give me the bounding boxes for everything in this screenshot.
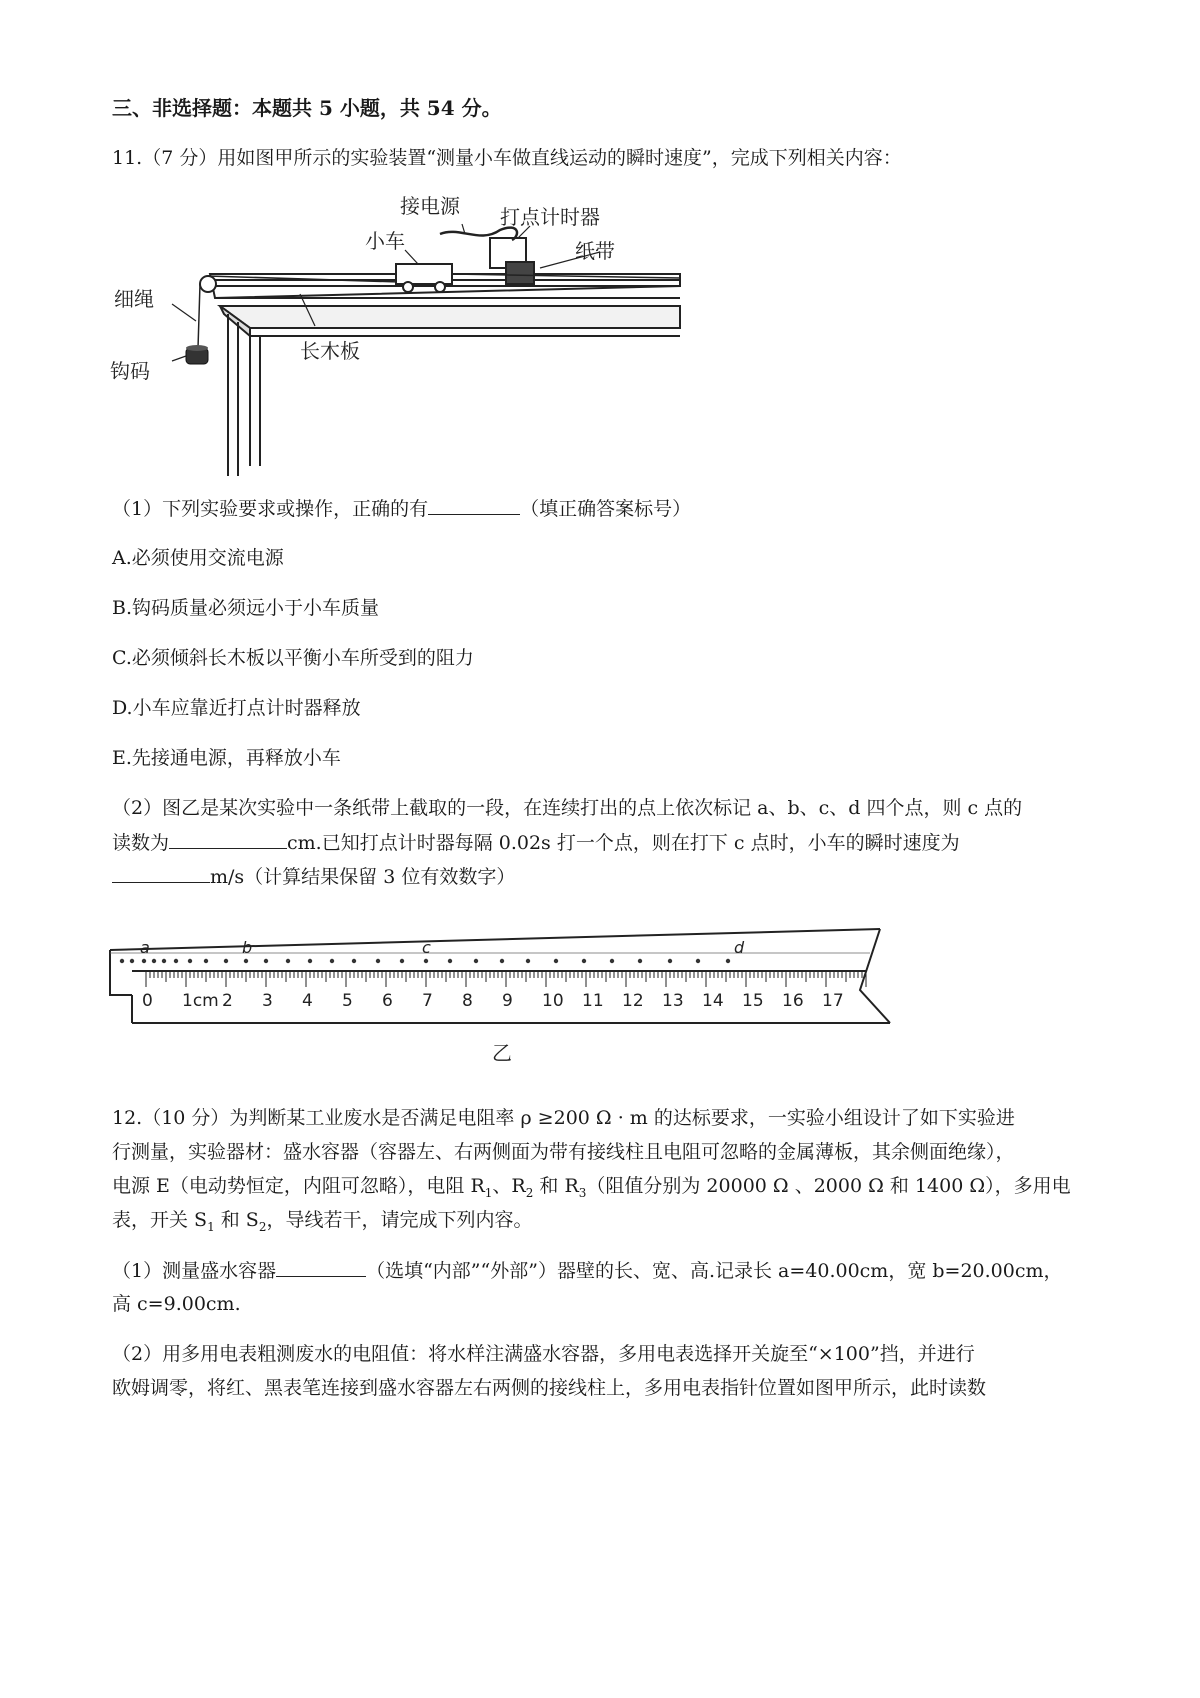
tape-dot (638, 959, 642, 963)
q11-part1 (112, 494, 691, 523)
ruler-number: 7 (422, 991, 433, 1011)
q12-line1: 12.（10 分）为判断某工业废水是否满足电阻率 ρ ≥200 Ω · m 的达标要求，一实验小组设计了如下实验进 (112, 1107, 1015, 1129)
point-label-c: c (422, 938, 431, 957)
ruler-number: 9 (502, 991, 513, 1011)
q12-line4-b: 和 S (214, 1209, 259, 1231)
tape-dot (474, 959, 478, 963)
ruler-number: 1cm (182, 991, 219, 1011)
sub-r1: 1 (484, 1185, 493, 1200)
tape-dot (376, 959, 380, 963)
q12-line3-b: 、R (492, 1175, 526, 1197)
tape-dot (352, 959, 356, 963)
q12-line3-d: （阻值分别为 20000 Ω 、2000 Ω 和 1400 Ω），多用电 (586, 1175, 1071, 1197)
tape-dot (308, 959, 312, 963)
ruler-number: 17 (822, 991, 844, 1011)
table (220, 306, 680, 476)
tape-dot (174, 959, 178, 963)
label-weight: 钩码 (110, 359, 150, 383)
tape-dot (400, 959, 404, 963)
q11-stem: 11.（7 分）用如图甲所示的实验装置“测量小车做直线运动的瞬时速度”，完成下列相关内容： (112, 147, 902, 169)
option-a: A.必须使用交流电源 (112, 547, 284, 569)
tape-dot (424, 959, 428, 963)
tape-dot (188, 959, 192, 963)
sub-s1: 1 (207, 1219, 215, 1234)
label-power: 接电源 (400, 194, 460, 218)
tape-dot (500, 959, 504, 963)
tape-dot (696, 959, 700, 963)
tape-dot (610, 959, 614, 963)
tape-dot (582, 959, 586, 963)
tape-dot (554, 959, 558, 963)
point-label-d: d (734, 938, 745, 957)
option-d: D.小车应靠近打点计时器释放 (112, 697, 361, 719)
q11-part2-line3 (112, 862, 515, 891)
figure-jia-apparatus (100, 186, 700, 506)
q12-line4-c: ，导线若干，请完成下列内容。 (266, 1209, 533, 1231)
tape-dot (526, 959, 530, 963)
pulley (200, 276, 216, 292)
q12-line3-a: 电源 E（电动势恒定，内阻可忽略），电阻 R (112, 1175, 485, 1197)
label-board: 长木板 (300, 339, 360, 363)
section-title: 三、非选择题：本题共 5 小题，共 54 分。 (112, 96, 502, 120)
q12-line2: 行测量，实验器材：盛水容器（容器左、右两侧面为带有接线柱且电阻可忽略的金属薄板，其余侧面绝缘）， (112, 1141, 1015, 1163)
label-tape: 纸带 (575, 239, 615, 263)
ruler-number: 0 (142, 991, 153, 1011)
tape-dot (130, 959, 134, 963)
point-label-b: b (242, 938, 253, 957)
tape-dot (668, 959, 672, 963)
tape-dot (726, 959, 730, 963)
tape-dot (286, 959, 290, 963)
answer-blank-q12-1[interactable] (276, 1256, 366, 1277)
answer-blank-q11-1[interactable] (428, 494, 520, 515)
tape-dot (330, 959, 334, 963)
tape-dot (204, 959, 208, 963)
ruler-number: 2 (222, 991, 233, 1011)
tape-dot (152, 959, 156, 963)
sub-s2: 2 (258, 1219, 267, 1234)
tape-dot (448, 959, 452, 963)
label-string: 细绳 (114, 287, 154, 311)
point-label-a: a (140, 938, 150, 957)
tape-dot (142, 959, 146, 963)
q12-part2-line2: 欧姆调零，将红、黑表笔连接到盛水容器左右两侧的接线柱上，多用电表指针位置如图甲所示，此时读数 (112, 1377, 987, 1399)
sub-r2: 2 (525, 1185, 534, 1200)
answer-blank-q11-2a[interactable] (169, 828, 287, 849)
q11-part2-suffix: m/s（计算结果保留 3 位有效数字） (210, 866, 516, 888)
figure-yi-ruler (100, 915, 920, 1070)
q11-part2-prefix: 读数为 (112, 832, 170, 854)
tape-dot (224, 959, 228, 963)
tape-dot (244, 959, 248, 963)
option-c: C.必须倾斜长木板以平衡小车所受到的阻力 (112, 647, 474, 669)
answer-blank-q11-2b[interactable] (112, 862, 210, 883)
q12-line4 (112, 1206, 532, 1241)
ruler-number: 16 (782, 991, 804, 1011)
ruler-number: 11 (582, 991, 604, 1011)
ruler-number: 5 (342, 991, 353, 1011)
q12-line4-a: 表，开关 S (112, 1209, 208, 1231)
label-car: 小车 (365, 229, 405, 253)
ruler-number: 3 (262, 991, 273, 1011)
q12-part1 (112, 1256, 1063, 1285)
ruler-number: 13 (662, 991, 684, 1011)
label-timer: 打点计时器 (500, 205, 600, 229)
caption-yi: 乙 (492, 1041, 512, 1065)
q11-part2-line1: （2）图乙是某次实验中一条纸带上截取的一段，在连续打出的点上依次标记 a、b、c、d 四个点，则 c 点的 (112, 797, 1023, 819)
tape-dot (264, 959, 268, 963)
q12-part1-suffix: （选填“内部”“外部”）器壁的长、宽、高.记录长 a=40.00cm，宽 b=20.00cm， (366, 1260, 1063, 1282)
ruler-ticks (146, 971, 866, 987)
weight (186, 345, 208, 364)
ruler-number: 6 (382, 991, 393, 1011)
ruler-number: 8 (462, 991, 473, 1011)
ruler-number: 12 (622, 991, 644, 1011)
sub-r3: 3 (578, 1185, 587, 1200)
tape-dots (120, 959, 730, 963)
tape-dot (162, 959, 166, 963)
tape-dot (120, 959, 124, 963)
q12-part2-line1: （2）用多用电表粗测废水的电阻值：将水样注满盛水容器，多用电表选择开关旋至“×100”挡，并进行 (112, 1343, 975, 1365)
q11-part2-mid: cm.已知打点计时器每隔 0.02s 打一个点，则在打下 c 点时，小车的瞬时速度为 (287, 832, 960, 854)
option-e: E.先接通电源，再释放小车 (112, 747, 341, 769)
q11-part2-line2 (112, 828, 960, 857)
q12-line3-c: 和 R (533, 1175, 579, 1197)
q12-part1-prefix: （1）测量盛水容器 (112, 1260, 277, 1282)
ruler-number: 4 (302, 991, 313, 1011)
ruler-number: 10 (542, 991, 564, 1011)
q12-line3 (112, 1172, 1071, 1207)
q12-part1-line2: 高 c=9.00cm. (112, 1293, 241, 1315)
ruler-numbers (142, 991, 844, 1011)
q11-part1-prefix: （1）下列实验要求或操作，正确的有 (112, 498, 429, 520)
ruler-number: 15 (742, 991, 764, 1011)
ruler-number: 14 (702, 991, 724, 1011)
option-b: B.钩码质量必须远小于小车质量 (112, 597, 380, 619)
q11-part1-suffix: （填正确答案标号） (520, 498, 692, 520)
